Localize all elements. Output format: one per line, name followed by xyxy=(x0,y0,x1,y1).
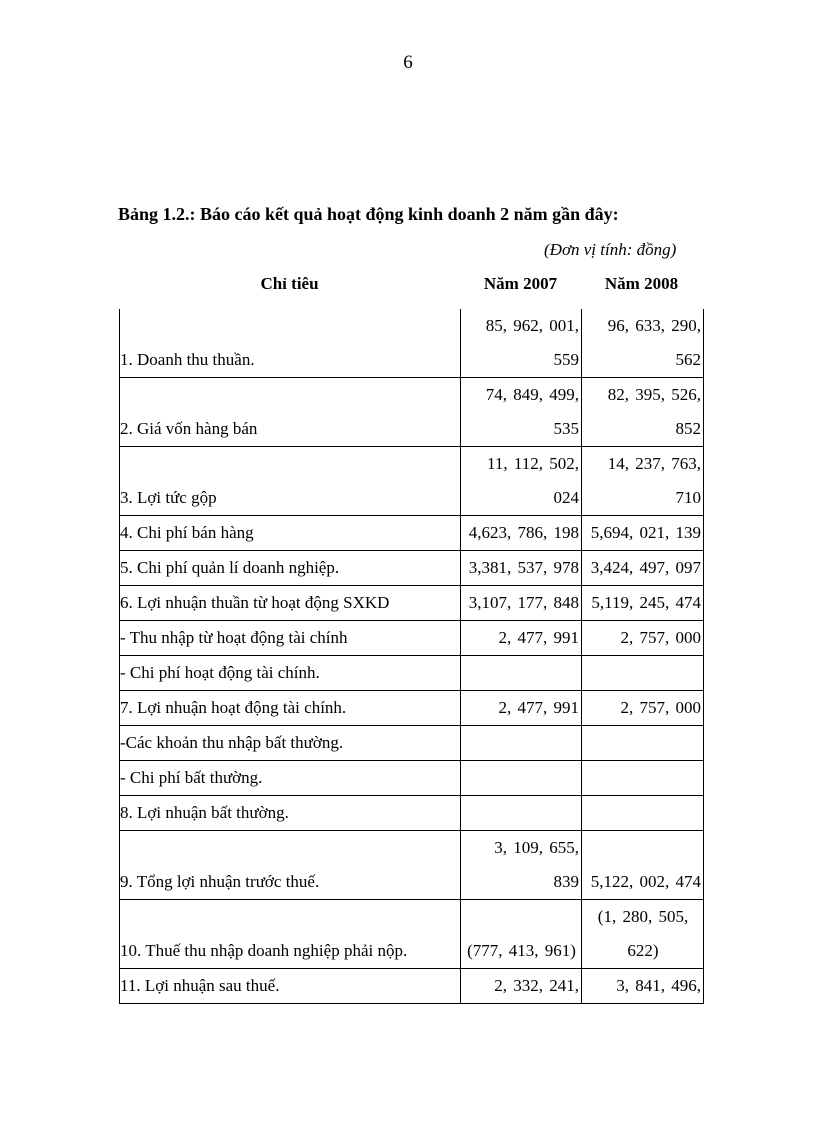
income-statement-table xyxy=(119,309,704,1004)
table-row xyxy=(120,656,704,691)
value-2008: 5,119, 245, 474 xyxy=(582,586,704,621)
value-2007: 2, 332, 241, xyxy=(461,969,582,1004)
table-row xyxy=(120,378,704,447)
value-2007: (777, 413, 961) xyxy=(461,900,582,969)
row-label: 2. Giá vốn hàng bán xyxy=(120,378,461,447)
value-2008: 3, 841, 496, xyxy=(582,969,704,1004)
value-2008: 82, 395, 526, 852 xyxy=(582,378,704,447)
row-label: 3. Lợi tức gộp xyxy=(120,447,461,516)
value-2007: 3,107, 177, 848 xyxy=(461,586,582,621)
row-label: - Thu nhập từ hoạt động tài chính xyxy=(120,621,461,656)
row-label: 4. Chi phí bán hàng xyxy=(120,516,461,551)
table-row xyxy=(120,969,704,1004)
column-header-2008: Năm 2008 xyxy=(604,274,679,293)
value-2007 xyxy=(461,726,582,761)
column-header-indicator: Chỉ tiêu xyxy=(260,274,319,293)
table-row xyxy=(120,691,704,726)
value-2008 xyxy=(582,761,704,796)
value-2008: 14, 237, 763, 710 xyxy=(582,447,704,516)
row-label: - Chi phí hoạt động tài chính. xyxy=(120,656,461,691)
value-2008: 2, 757, 000 xyxy=(582,621,704,656)
table-row xyxy=(120,726,704,761)
row-label: - Chi phí bất thường. xyxy=(120,761,461,796)
table-row xyxy=(120,831,704,900)
unit-note: (Đơn vị tính: đồng) xyxy=(544,240,677,259)
value-2008: 3,424, 497, 097 xyxy=(582,551,704,586)
table-row xyxy=(120,309,704,378)
row-label: -Các khoản thu nhập bất thường. xyxy=(120,726,461,761)
row-label: 7. Lợi nhuận hoạt động tài chính. xyxy=(120,691,461,726)
value-2007 xyxy=(461,656,582,691)
value-2007: 2, 477, 991 xyxy=(461,621,582,656)
row-label: 9. Tổng lợi nhuận trước thuế. xyxy=(120,831,461,900)
table-row xyxy=(120,586,704,621)
table-row xyxy=(120,796,704,831)
value-2008: 5,694, 021, 139 xyxy=(582,516,704,551)
value-2007: 85, 962, 001, 559 xyxy=(461,309,582,378)
page-number: 6 xyxy=(403,52,413,73)
value-2007 xyxy=(461,796,582,831)
table-row xyxy=(120,516,704,551)
value-2007 xyxy=(461,761,582,796)
table-title: Bảng 1.2.: Báo cáo kết quả hoạt động kinh doanh 2 năm gần đây: xyxy=(118,204,619,224)
table-row xyxy=(120,447,704,516)
value-2007: 3,381, 537, 978 xyxy=(461,551,582,586)
value-2008: 96, 633, 290, 562 xyxy=(582,309,704,378)
table-row xyxy=(120,900,704,969)
row-label: 5. Chi phí quản lí doanh nghiệp. xyxy=(120,551,461,586)
value-2007: 11, 112, 502, 024 xyxy=(461,447,582,516)
value-2008: 2, 757, 000 xyxy=(582,691,704,726)
table-row xyxy=(120,621,704,656)
value-2008 xyxy=(582,656,704,691)
row-label: 1. Doanh thu thuần. xyxy=(120,309,461,378)
column-header-2007: Năm 2007 xyxy=(483,274,558,293)
row-label: 11. Lợi nhuận sau thuế. xyxy=(120,969,461,1004)
value-2008: 5,122, 002, 474 xyxy=(582,831,704,900)
value-2008 xyxy=(582,796,704,831)
table-row xyxy=(120,551,704,586)
row-label: 8. Lợi nhuận bất thường. xyxy=(120,796,461,831)
value-2007: 4,623, 786, 198 xyxy=(461,516,582,551)
row-label: 10. Thuế thu nhập doanh nghiệp phải nộp. xyxy=(120,900,461,969)
value-2007: 74, 849, 499, 535 xyxy=(461,378,582,447)
row-label: 6. Lợi nhuận thuần từ hoạt động SXKD xyxy=(120,586,461,621)
table-row xyxy=(120,761,704,796)
value-2007: 3, 109, 655, 839 xyxy=(461,831,582,900)
value-2008: (1, 280, 505, 622) xyxy=(582,900,704,969)
value-2008 xyxy=(582,726,704,761)
value-2007: 2, 477, 991 xyxy=(461,691,582,726)
